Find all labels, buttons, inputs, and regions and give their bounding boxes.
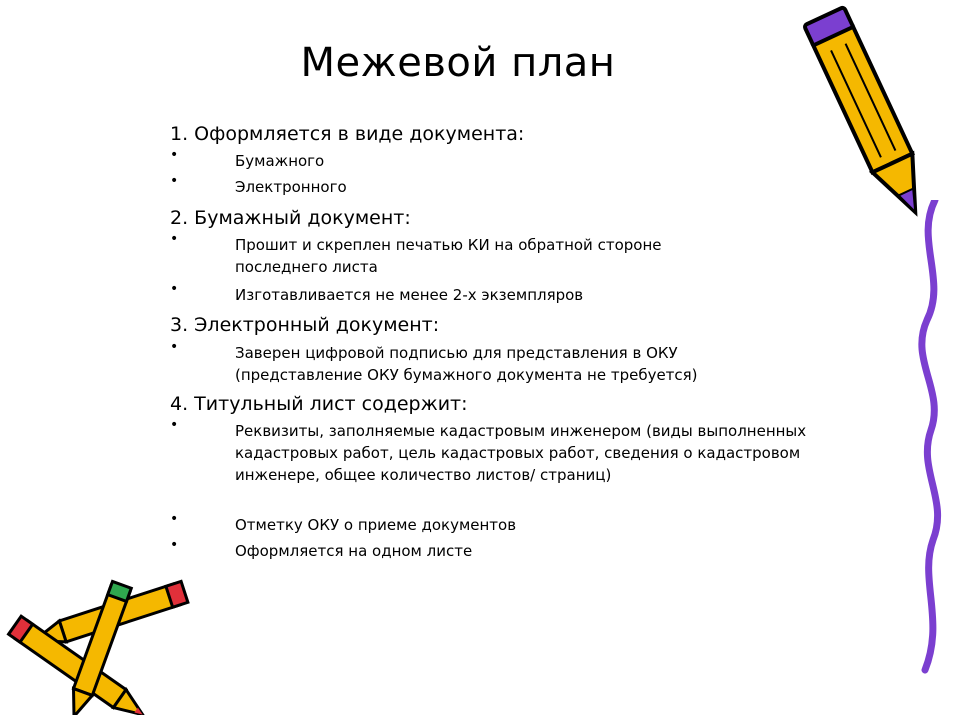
bullet-icon: • bbox=[170, 147, 179, 163]
section-heading: 3. Электронный документ: bbox=[170, 314, 440, 336]
bullet-icon: • bbox=[170, 339, 179, 355]
section-3 bbox=[170, 313, 810, 337]
bullet-text: Отметку ОКУ о приеме документов bbox=[235, 516, 517, 534]
crossed-pencils-icon bbox=[0, 575, 195, 715]
section-4 bbox=[170, 392, 810, 416]
section-heading: 1. Оформляется в виде документа: bbox=[170, 123, 525, 145]
bullet-icon: • bbox=[170, 537, 179, 553]
bullet-text: Оформляется на одном листе bbox=[235, 542, 473, 560]
list-item bbox=[170, 537, 810, 562]
bullet-text: Заверен цифровой подписью для представления в ОКУ (представление ОКУ бумажного документа не требуется) bbox=[235, 344, 698, 384]
bullet-text: Прошит и скреплен печатью КИ на обратной стороне последнего листа bbox=[235, 236, 662, 276]
section-2 bbox=[170, 206, 810, 230]
bullet-text: Изготавливается не менее 2-х экземпляров bbox=[235, 286, 584, 304]
bullet-text: Бумажного bbox=[235, 152, 325, 170]
bullet-icon: • bbox=[170, 511, 179, 527]
bullet-icon: • bbox=[170, 173, 179, 189]
bullet-text: Реквизиты, заполняемые кадастровым инженером (виды выполненных кадастровых работ, цель кадастровых работ, сведения о кадастровом инженере, общее количество листов/ страниц) bbox=[235, 422, 807, 484]
bullet-icon: • bbox=[170, 281, 179, 297]
list-item bbox=[170, 417, 810, 486]
list-item bbox=[170, 231, 730, 278]
bullet-icon: • bbox=[170, 417, 179, 433]
pencil-icon bbox=[800, 0, 940, 230]
list-item bbox=[170, 173, 810, 198]
list-item bbox=[170, 511, 810, 536]
list-item bbox=[170, 147, 810, 172]
section-heading: 2. Бумажный документ: bbox=[170, 207, 411, 229]
bullet-icon: • bbox=[170, 231, 179, 247]
list-item bbox=[170, 339, 770, 386]
section-1 bbox=[170, 122, 810, 146]
list-item bbox=[170, 281, 810, 306]
squiggle-line bbox=[905, 200, 955, 680]
slide-title: Межевой план bbox=[300, 40, 616, 86]
section-heading: 4. Титульный лист содержит: bbox=[170, 393, 468, 415]
bullet-text: Электронного bbox=[235, 178, 347, 196]
